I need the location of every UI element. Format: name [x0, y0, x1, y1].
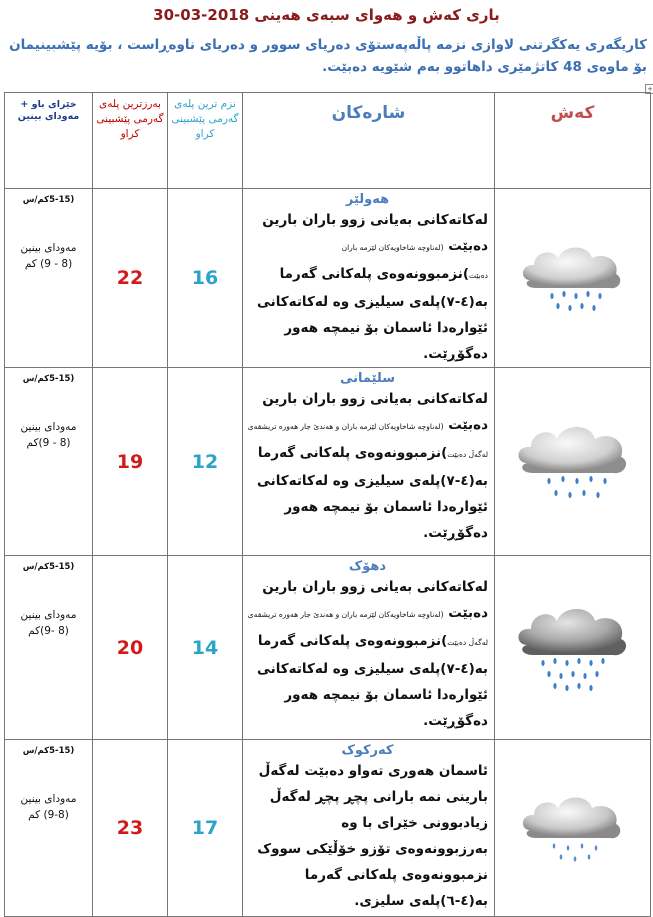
forecast-description: لەکاتەکانی بەیانی زوو باران بارین دەبێت (لەناوچە شاخاویەکان لێزمە باران و هەندێ جار هەورە تریشقەی لەگەڵ دەبێت)نزمبوونەوەی پلەکانی گەرما بە(٤-٧)پلەی سیلیزی وە لەکاتەکانی ئێوارەدا ئاسمان بۆ نیمچە هەور دەگۆڕێت. [247, 391, 488, 541]
table-row [5, 556, 651, 740]
min-temp: 12 [168, 368, 243, 556]
cloud-drizzle-icon [518, 788, 628, 868]
forecast-description: لەکاتەکانی بەیانی زوو باران بارین دەبێت (لەناوچە شاخاویەکان لێزمە باران و هەندێ جار هەورە تریشقەی لەگەڵ دەبێت)نزمبوونەوەی پلەکانی گەرما بە(٤-٧)پلەی سیلیزی وە لەکاتەکانی ئێوارەدا ئاسمان بۆ نیمچە هەور دەگۆڕێت. [247, 579, 488, 729]
visibility-label: مەودای بینین [20, 421, 77, 433]
weather-icon-cell [495, 556, 651, 740]
header-min-temp: نزم ترین پلەی گەرمی پێشبینی کراو [168, 93, 243, 189]
wind-speed: (5-15کم/س [22, 562, 75, 572]
table-row [5, 740, 651, 917]
visibility-label: مەودای بینین [20, 793, 77, 805]
intro-text: کاریگەری یەکگرتنی لاوازی نزمە پاڵەپەستۆی دەریای سوور و دەریای ناوەڕاست ، بۆیە پێشبینیمان بۆ ماوەی 48 کاتژمێری داهاتوو بەم شێویە دەبێت. [9, 37, 647, 75]
forecast-table [4, 92, 651, 917]
wind-visibility-cell [5, 556, 93, 740]
table-row [5, 189, 651, 368]
cloud-heavy-rain-icon [513, 603, 633, 693]
min-temp: 16 [168, 189, 243, 368]
visibility-value: (8 -9)کم [28, 625, 69, 637]
visibility-label: مەودای بینین [20, 242, 77, 254]
table-header-row [5, 93, 651, 189]
table-anchor-handle[interactable]: + [645, 84, 653, 94]
city-forecast-cell [243, 556, 495, 740]
weather-icon-cell [495, 189, 651, 368]
visibility-label: مەودای بینین [20, 609, 77, 621]
header-cities: شارەکان [243, 93, 495, 189]
weather-icon-cell [495, 740, 651, 917]
city-name: سلێمانی [339, 371, 396, 386]
city-forecast-cell [243, 740, 495, 917]
wind-speed: (5-15کم/س [22, 746, 75, 756]
header-wind-visibility: خێرای باو + مەودای بینین [5, 93, 93, 189]
city-forecast-cell [243, 368, 495, 556]
cloud-rain-icon [518, 238, 628, 318]
max-temp: 23 [93, 740, 168, 917]
forecast-description: ئاسمان هەوری تەواو دەبێت لەگەڵ بارینی نمە بارانی پچڕ پچڕ لەگەڵ زیادبوونی خێرای با وە بەرزبوونەوەی تۆزو خۆڵێکی سووک نزمبوونەوەی پلەکانی گەرما بە(٤-٦)پلەی سلیزی. [257, 763, 488, 909]
min-temp: 17 [168, 740, 243, 917]
visibility-value: (8 - 9) کم [24, 258, 73, 270]
city-name: کەرکوک [341, 743, 394, 758]
visibility-value: (8 - 9)کم [26, 437, 71, 449]
visibility-value: (9-8) کم [28, 809, 69, 821]
wind-visibility-cell [5, 368, 93, 556]
max-temp: 22 [93, 189, 168, 368]
cloud-rain-icon [513, 417, 633, 507]
wind-visibility-cell [5, 740, 93, 917]
header-max-temp: بەرزترین پلەی گەرمی پێشبینی کراو [93, 93, 168, 189]
max-temp: 20 [93, 556, 168, 740]
table-row [5, 368, 651, 556]
city-name: هەولێر [345, 192, 390, 207]
weather-icon-cell [495, 368, 651, 556]
wind-speed: (5-15کم/س [22, 195, 75, 205]
wind-speed: (5-15کم/س [22, 374, 75, 384]
forecast-description: لەکاتەکانی بەیانی زوو باران بارین دەبێت (لەناوچە شاخاویەکان لێزمە باران دەبێت)نزمبوونەوەی پلەکانی گەرما بە(٤-٧)پلەی سیلیزی وە لەکاتەکانی ئێوارەدا ئاسمان بۆ نیمچە هەور دەگۆڕێت. [257, 212, 488, 362]
city-forecast-cell [243, 189, 495, 368]
max-temp: 19 [93, 368, 168, 556]
city-name: دهۆک [348, 559, 387, 574]
wind-visibility-cell [5, 189, 93, 368]
header-weather: کەش [495, 93, 651, 189]
min-temp: 14 [168, 556, 243, 740]
page-title: باری کەش و هەوای سبەی هەینی 2018-03-30 [153, 6, 500, 24]
